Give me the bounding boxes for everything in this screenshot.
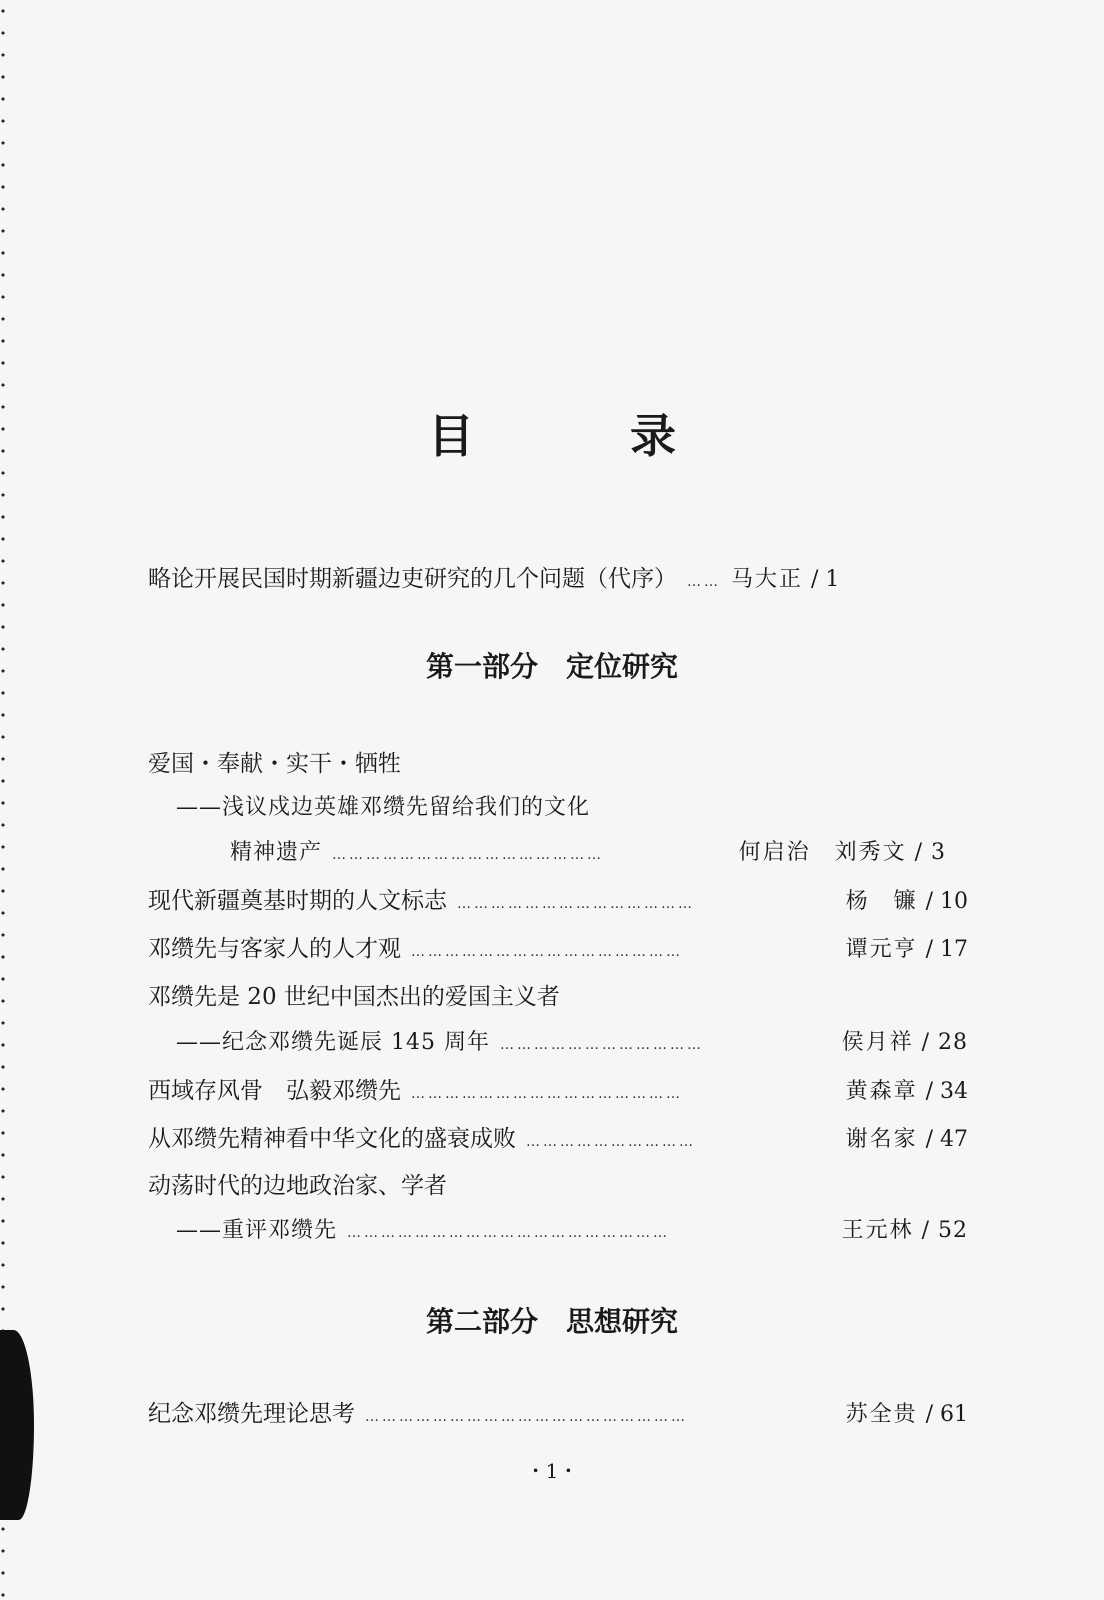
- leader-dots: ………………………………: [499, 1037, 704, 1053]
- toc-entry-author: 何启治 刘秀文: [738, 840, 907, 865]
- toc-entry-author: 马大正: [731, 567, 804, 592]
- toc-entry-author: 王元林: [841, 1218, 914, 1243]
- page-title: 目 录: [427, 409, 746, 463]
- toc-entry-page: / 17: [925, 937, 968, 962]
- toc-entry-title: 西域存风骨 弘毅邓缵先: [148, 1078, 401, 1104]
- toc-entry-title: 略论开展民国时期新疆边吏研究的几个问题（代序）: [148, 566, 677, 592]
- toc-entry-author: 谢名家: [845, 1127, 918, 1152]
- toc-entry-title: 邓缵先与客家人的人才观: [148, 936, 401, 962]
- toc-entry[interactable]: [148, 1167, 968, 1200]
- toc-entry-title: ——纪念邓缵先诞辰 145 周年: [176, 1030, 490, 1055]
- toc-entry-author: 谭元亨: [845, 937, 918, 962]
- toc-entry-subtitle-text: ——浅议戍边英雄邓缵先留给我们的文化: [176, 795, 591, 820]
- toc-entry-preface[interactable]: [148, 560, 948, 593]
- toc-entry[interactable]: [148, 745, 968, 778]
- toc-entry-page: / 10: [925, 889, 968, 914]
- toc-entry[interactable]: [176, 1213, 968, 1244]
- page-number: ・1・: [525, 1459, 579, 1483]
- toc-entry-page: / 3: [914, 840, 946, 865]
- toc-entry[interactable]: [148, 882, 968, 915]
- leader-dots: …………………………………………: [411, 944, 683, 960]
- leader-dots: ……………………………………: [457, 896, 695, 912]
- toc-entry-page: / 52: [921, 1218, 968, 1243]
- toc-entry-subtitle: [176, 790, 996, 821]
- toc-entry-title: 邓缵先是 20 世纪中国杰出的爱国主义者: [148, 984, 560, 1010]
- section-heading-part1: 第一部分 定位研究: [425, 650, 678, 683]
- toc-entry-page: / 28: [921, 1030, 968, 1055]
- toc-entry[interactable]: [230, 835, 946, 866]
- toc-entry-author: 杨 镰: [845, 889, 918, 914]
- section-heading-part2: 第二部分 思想研究: [425, 1305, 678, 1338]
- toc-entry-title: 纪念邓缵先理论思考: [148, 1401, 355, 1427]
- toc-entry-page: / 47: [925, 1127, 968, 1152]
- toc-entry[interactable]: [176, 1025, 968, 1056]
- leader-dots: …………………………………………………: [347, 1225, 671, 1241]
- toc-entry[interactable]: [148, 1395, 968, 1428]
- toc-entry-title: 从邓缵先精神看中华文化的盛衰成败: [148, 1126, 516, 1152]
- toc-entry-author: 黄森章: [845, 1079, 918, 1104]
- toc-entry-title: 爱国・奉献・实干・牺牲: [148, 751, 401, 777]
- toc-entry-page: / 61: [925, 1402, 968, 1427]
- toc-entry[interactable]: [148, 1120, 968, 1153]
- leader-dots: …………………………: [526, 1134, 696, 1150]
- toc-entry-page: / 34: [925, 1079, 968, 1104]
- toc-entry-title: 精神遗产: [230, 840, 323, 865]
- toc-entry-page: / 1: [811, 567, 840, 592]
- toc-entry-author: 侯月祥: [841, 1030, 914, 1055]
- leader-dots: …………………………………………………: [365, 1409, 688, 1425]
- toc-entry-author: 苏全贵: [845, 1402, 918, 1427]
- leader-dots: ……: [687, 574, 721, 590]
- toc-entry-title: 现代新疆奠基时期的人文标志: [148, 888, 447, 914]
- toc-entry[interactable]: [148, 978, 968, 1011]
- toc-entry[interactable]: [148, 930, 968, 963]
- leader-dots: …………………………………………: [411, 1086, 683, 1102]
- scan-edge-shadow: [0, 1330, 34, 1520]
- leader-dots: …………………………………………: [332, 847, 605, 863]
- toc-entry[interactable]: [148, 1072, 968, 1105]
- toc-entry-title: ——重评邓缵先: [176, 1218, 338, 1243]
- toc-entry-title: 动荡时代的边地政治家、学者: [148, 1173, 447, 1199]
